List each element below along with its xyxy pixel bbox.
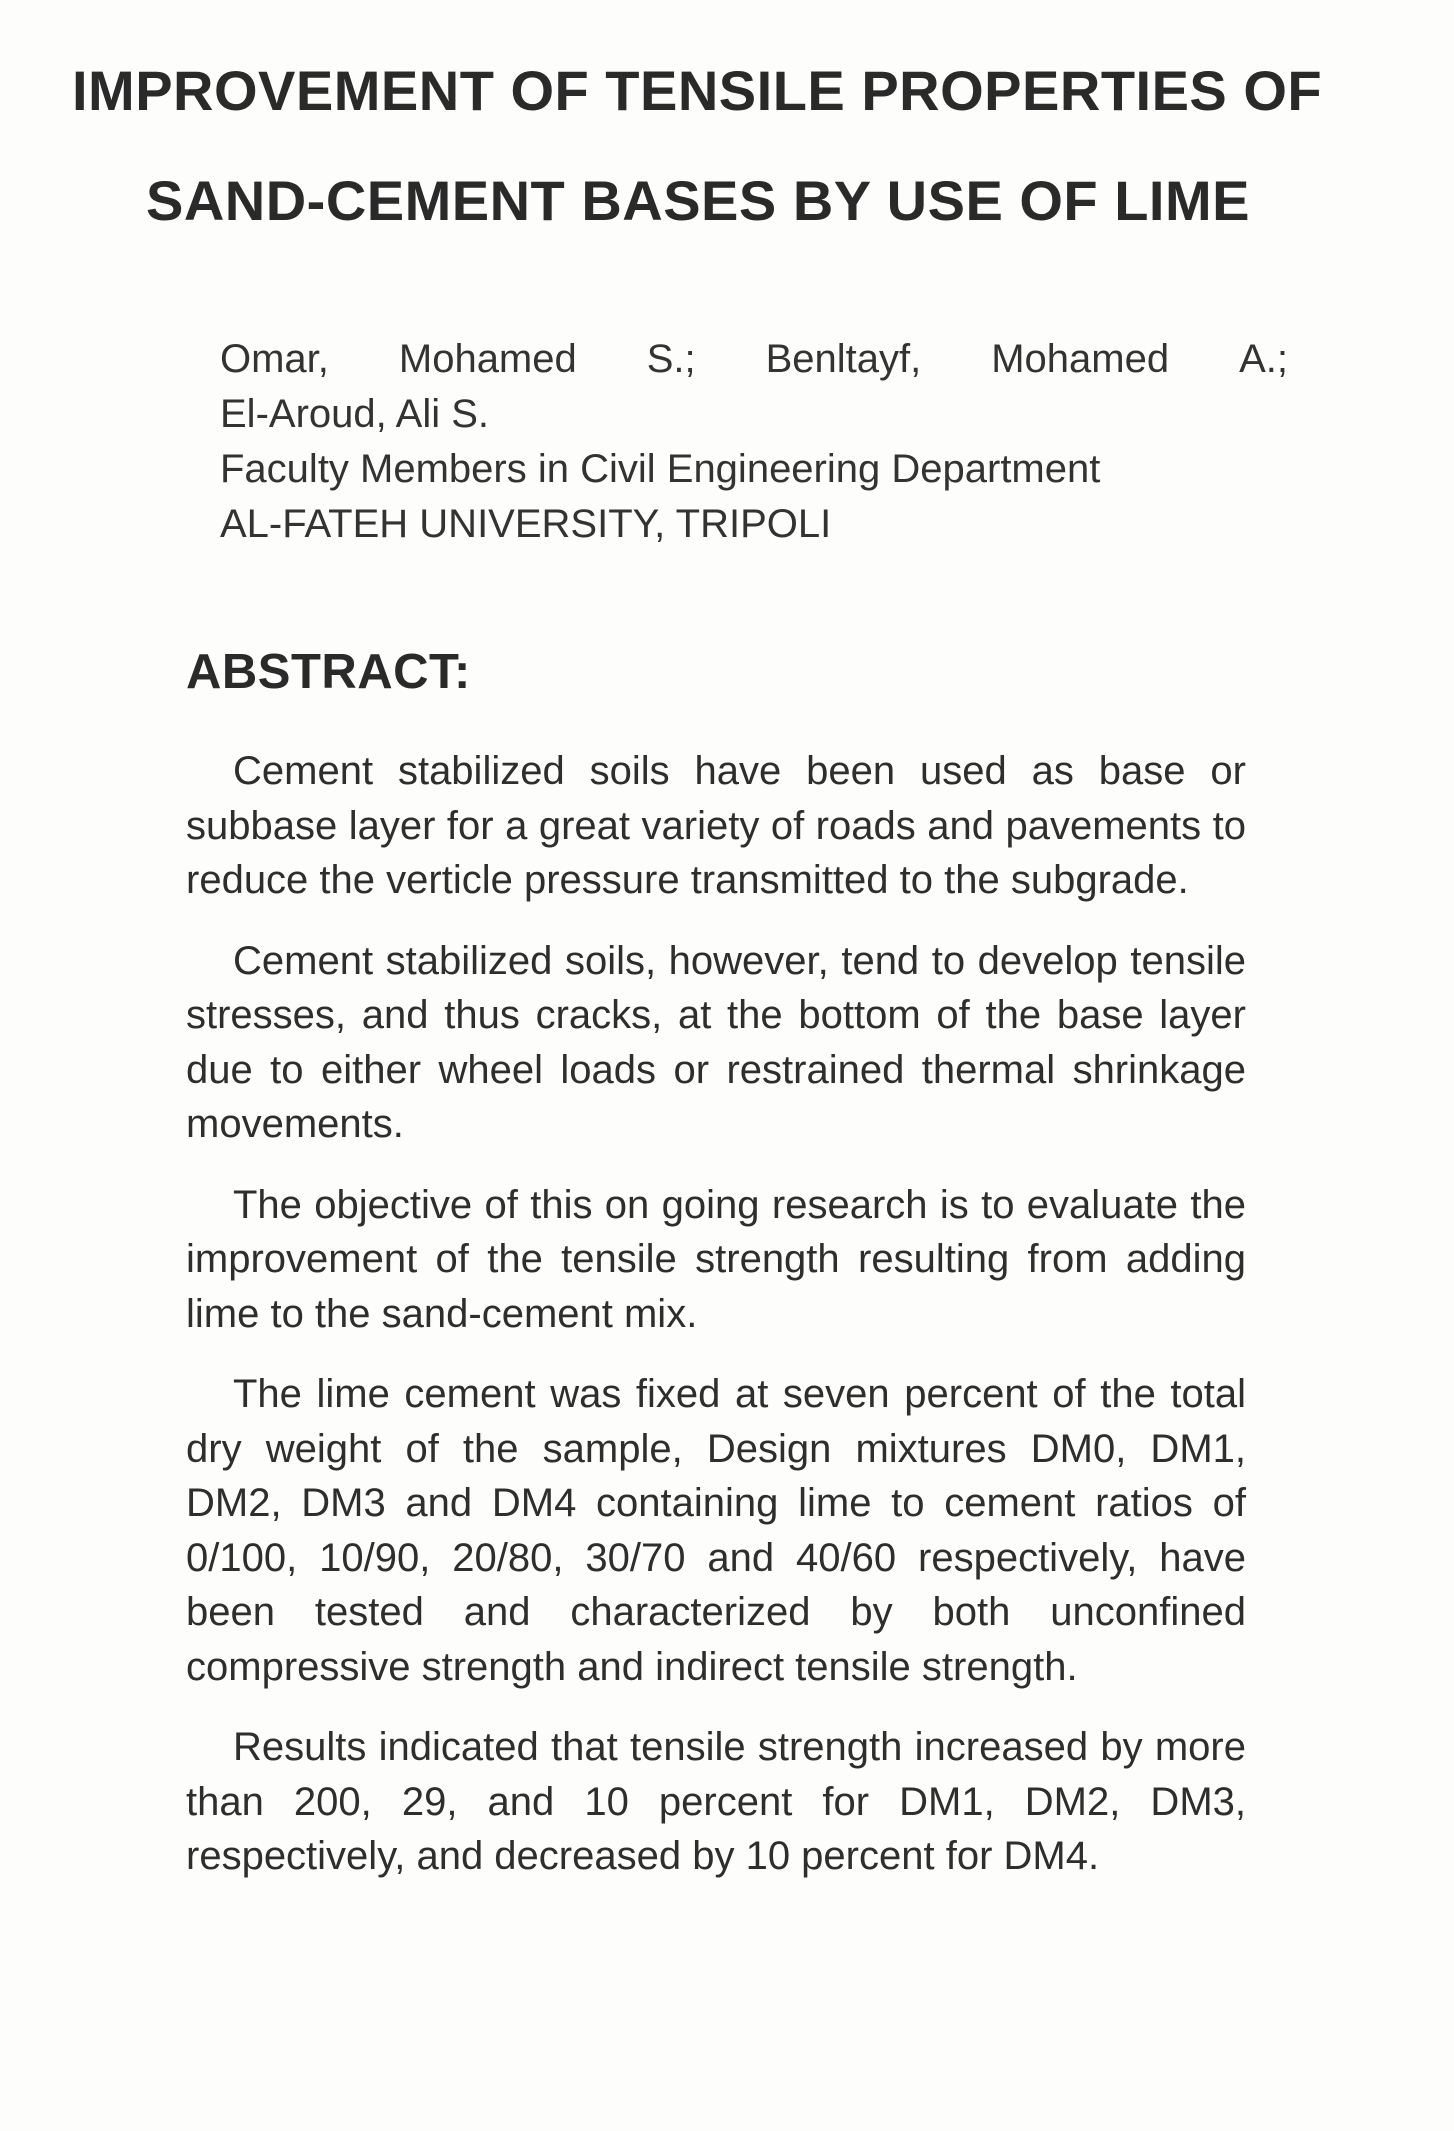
author-names-line-2: El-Aroud, Ali S.: [220, 392, 490, 436]
abstract-paragraph: Cement stabilized soils, however, tend to develop tensile stresses, and thus cracks, at the bottom of the base layer due to either wheel loads or restrained thermal shrinkage movements.: [186, 938, 1246, 1146]
abstract-heading: ABSTRACT:: [186, 645, 471, 699]
paper-title-line-2: SAND-CEMENT BASES BY USE OF LIME: [146, 169, 1250, 232]
author-affiliation: Faculty Members in Civil Engineering Department: [220, 447, 1101, 491]
author-name-token: Benltayf,: [765, 337, 922, 381]
author-block: [220, 332, 1288, 552]
author-institution: AL-FATEH UNIVERSITY, TRIPOLI: [220, 502, 832, 546]
abstract-paragraph: Cement stabilized soils have been used as base or subbase layer for a great variety of roads and pavements to reduce the verticle pressure transmitted to the subgrade.: [186, 749, 1246, 902]
abstract-body: [186, 744, 1246, 1910]
paper-title-line-1: IMPROVEMENT OF TENSILE PROPERTIES OF: [72, 59, 1323, 122]
abstract-paragraph: Results indicated that tensile strength increased by more than 200, 29, and 10 percent for DM1, DM2, DM3, respectively, and decreased by 10 percent for DM4.: [186, 1725, 1246, 1878]
author-name-token: Mohamed: [398, 337, 577, 381]
abstract-paragraph: The objective of this on going research is to evaluate the improvement of the tensile strength resulting from adding lime to the sand-cement mix.: [186, 1182, 1246, 1336]
author-name-token: Omar,: [220, 337, 329, 381]
author-name-token: A.;: [1239, 337, 1288, 381]
abstract-paragraph: The lime cement was fixed at seven percent of the total dry weight of the sample, Design mixtures DM0, DM1, DM2, DM3 and DM4 containing lime to cement ratios of 0/100, 10/90, 20/80, 30/70 and 40/60 respectively, have been tested and characterized by both unconfined compressive strength and indirect tensile strength.: [186, 1372, 1246, 1689]
author-names-line-1: [220, 332, 1288, 387]
author-name-token: S.;: [646, 337, 696, 381]
author-name-token: Mohamed: [991, 337, 1170, 381]
